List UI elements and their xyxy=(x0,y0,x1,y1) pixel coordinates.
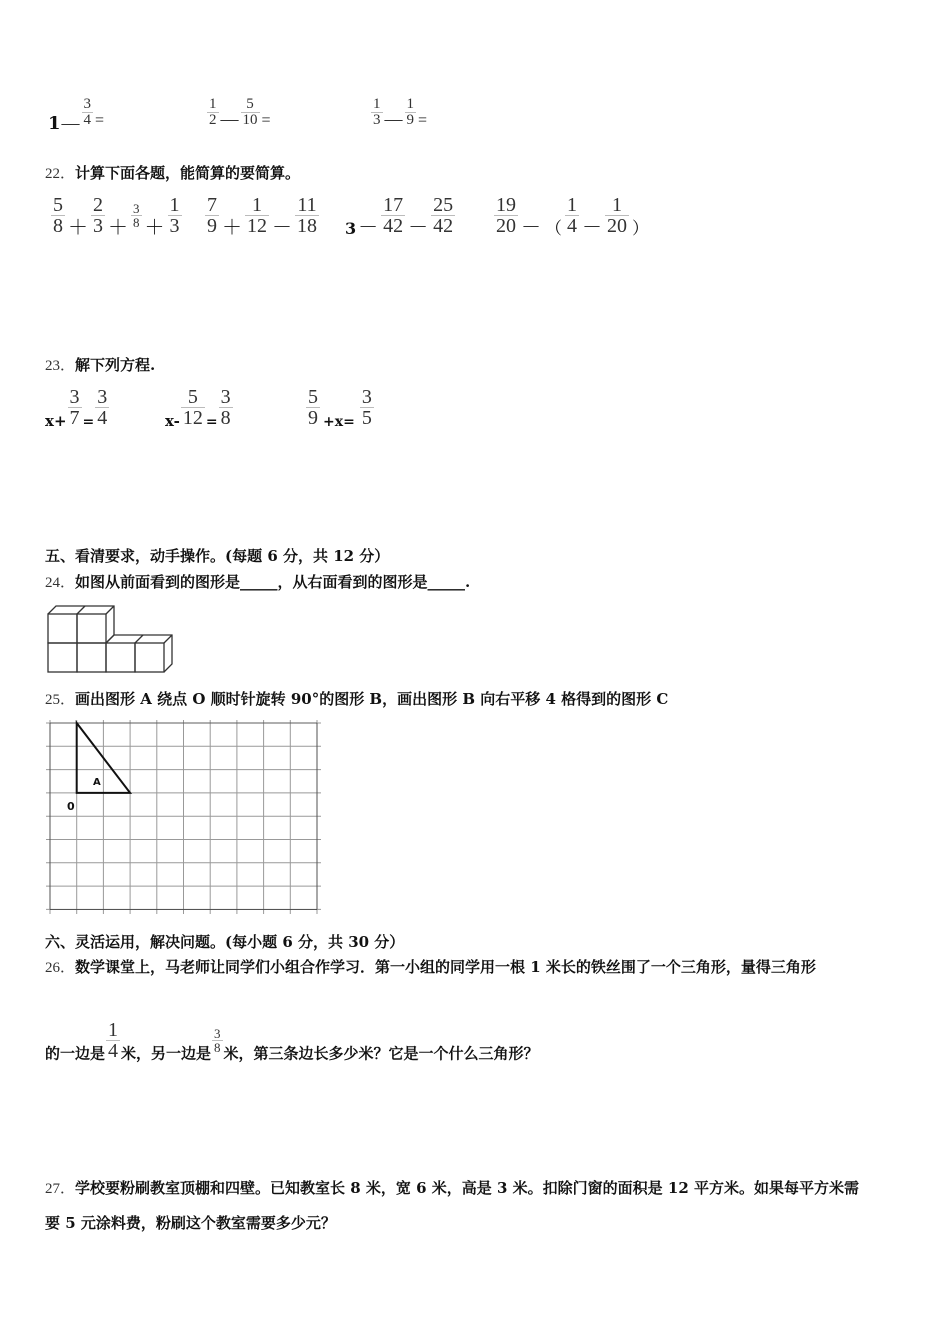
fraction: $\frac{1}{3}$ xyxy=(373,96,381,128)
section-5-heading: 五、看清要求，动手操作。(每题 6 分，共 12 分） xyxy=(45,547,390,565)
q27-line2: 要 5 元涂料费，粉刷这个教室需要多少元？ xyxy=(45,1214,336,1232)
q25-text: 25．画出图形 A 绕点 O 顺时针旋转 90°的图形 B，画出图形 B 向右平移 4 格得到的图形 C xyxy=(45,690,669,708)
q22-expr-3: 3 － $\frac{17}{42}$ － $\frac{25}{42}$ xyxy=(345,194,454,239)
fraction: $\frac{1}{2}$ xyxy=(209,96,217,128)
label-o: 0 xyxy=(67,800,75,813)
q22-expr-4: $\frac{19}{20}$ － （ $\frac{1}{4}$ － $\frac{1}{20}$ ） xyxy=(496,194,649,239)
q22-expr-2: $\frac{7}{9}$ ＋ $\frac{1}{12}$ － $\frac{11}{18}$ xyxy=(207,194,317,239)
cube-figure xyxy=(46,604,176,676)
prev-expr-3: $\frac{1}{3}$ — $\frac{1}{9}$ = xyxy=(373,96,428,129)
label-a: A xyxy=(93,777,101,788)
q22-expr-1: $\frac{5}{8}$ ＋ $\frac{2}{3}$ ＋ $\frac{3}{8}$ ＋ $\frac{1}{3}$ xyxy=(53,194,180,239)
q26-line2: 的一边是 $\frac{1}{4}$ 米，另一边是 $\frac{3}{8}$ 米，第三条边长多少米？它是一个什么三角形？ xyxy=(45,1019,539,1063)
prev-expr-1: 1— $\frac{3}{4}$ = xyxy=(48,96,105,134)
prev-expr-2: $\frac{1}{2}$ — $\frac{5}{10}$ = xyxy=(209,96,271,129)
rotation-grid[interactable] xyxy=(46,718,322,918)
q23-prompt: 23．解下列方程. xyxy=(45,356,156,374)
q23-eq-1: x+ $\frac{3}{7}$ = $\frac{3}{4}$ xyxy=(45,386,108,430)
fraction: $\frac{1}{9}$ xyxy=(406,96,414,128)
q26-line1: 26．数学课堂上，马老师让同学们小组合作学习．第一小组的同学用一根 1 米长的铁丝围了一个三角形，量得三角形 xyxy=(45,958,816,976)
section-6-heading: 六、灵活运用，解决问题。(每小题 6 分，共 30 分） xyxy=(45,933,405,951)
q22-prompt: 22．计算下面各题，能简算的要简算。 xyxy=(45,164,301,182)
fraction: $\frac{5}{10}$ xyxy=(242,96,258,128)
q24-text: 24．如图从前面看到的图形是_____，从右面看到的图形是_____. xyxy=(45,573,471,591)
q27-line1: 27．学校要粉刷教室顶棚和四壁。已知教室长 8 米，宽 6 米，高是 3 米。扣除门窗的面积是 12 平方米。如果每平方米需 xyxy=(45,1179,859,1197)
fraction: $\frac{3}{4}$ xyxy=(83,96,92,128)
expr-lead: 1 xyxy=(48,113,61,134)
q23-eq-3: $\frac{5}{9}$ +x= $\frac{3}{5}$ xyxy=(308,386,372,430)
q23-eq-2: x- $\frac{5}{12}$ = $\frac{3}{8}$ xyxy=(165,386,231,430)
